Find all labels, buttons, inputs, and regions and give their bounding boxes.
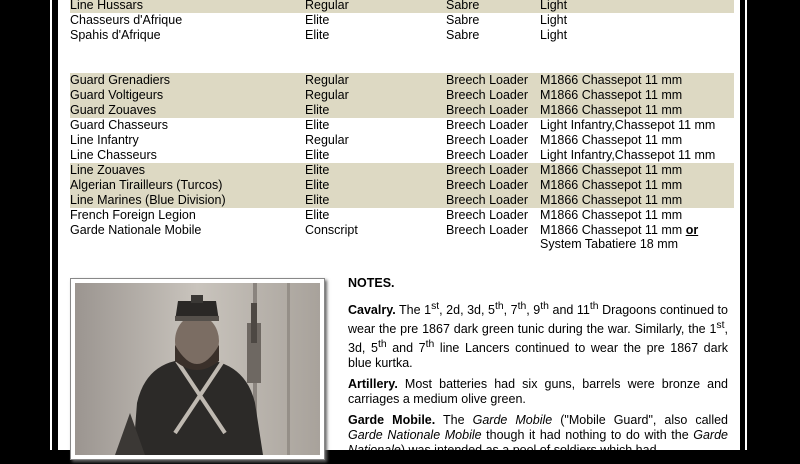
sup-th: th (517, 301, 527, 312)
weapon-cell: Sabre (446, 0, 480, 12)
cavalry-text: , 3d, 5 (348, 322, 728, 356)
notes-cell: M1866 Chassepot 11 mm (540, 178, 683, 192)
garde-text: though it had nothing to do with the (481, 428, 694, 443)
cavalry-text: , 9 (526, 303, 541, 318)
unit-cell: Line Infantry (70, 133, 139, 147)
unit-cell: Chasseurs d'Afrique (70, 13, 183, 27)
garde-italic: Garde Nationale (348, 428, 728, 458)
unit-cell: French Foreign Legion (70, 208, 196, 222)
cavalry-text: , 2d, 3d, 5 (439, 303, 495, 318)
notes-cell: M1866 Chassepot 11 mm (540, 88, 683, 102)
notes-artillery (348, 377, 728, 407)
soldier-photo-image (75, 283, 320, 455)
garde-label: Garde Mobile. (348, 413, 436, 428)
unit-cell: Guard Voltigeurs (70, 88, 164, 102)
garde-italic: Garde Mobile (472, 413, 553, 428)
weapon-cell: Breech Loader (446, 73, 529, 87)
weapon-cell: Breech Loader (446, 223, 529, 237)
sup-st: st (431, 301, 440, 312)
notes-cell: Light (540, 28, 568, 42)
notes-cell: M1866 Chassepot 11 mm (540, 103, 683, 117)
notes-cell: Light Infantry,Chassepot 11 mm (540, 118, 716, 132)
weapon-cell: Sabre (446, 13, 480, 27)
page-border-right (745, 0, 747, 450)
table-row (70, 118, 734, 133)
grade-cell: Conscript (305, 223, 358, 237)
garde-italic: Garde Nationale Mobile (348, 428, 482, 443)
unit-cell: Line Chasseurs (70, 148, 157, 162)
notes-heading: NOTES. (348, 276, 395, 290)
garde-extra-weapon: System Tabatiere 18 mm (540, 237, 679, 251)
grade-cell: Elite (305, 28, 330, 42)
unit-cell: Algerian Tirailleurs (Turcos) (70, 178, 223, 192)
sup-st: st (716, 320, 725, 332)
table-row (70, 88, 734, 103)
artillery-label: Artillery. (348, 377, 398, 392)
weapon-cell: Breech Loader (446, 178, 529, 192)
table-row (70, 148, 734, 163)
cavalry-text: Dragoons continued to wear the pre 1867 dark green tunic during the war. Similarly, the 1 (348, 303, 728, 337)
cavalry-label: Cavalry. (348, 303, 396, 318)
notes-section (348, 276, 728, 464)
grade-cell: Regular (305, 88, 349, 102)
grade-cell: Regular (305, 0, 349, 12)
notes-cell: Light (540, 0, 568, 12)
notes-garde-mobile (348, 413, 728, 458)
unit-cell: Guard Chasseurs (70, 118, 168, 132)
notes-cell: M1866 Chassepot 11 mm (540, 208, 683, 222)
weapon-cell: Breech Loader (446, 148, 529, 162)
notes-cell: Light (540, 13, 568, 27)
grade-cell: Elite (305, 103, 330, 117)
cavalry-text: and 7 (386, 341, 426, 356)
notes-cell: Light Infantry,Chassepot 11 mm (540, 148, 716, 162)
weapon-cell: Breech Loader (446, 193, 529, 207)
notes-cell: M1866 Chassepot 11 mm (540, 73, 683, 87)
sup-th: th (494, 301, 504, 312)
weapon-cell: Breech Loader (446, 208, 529, 222)
cavalry-text: line Lancers continued to wear the pre 1867 dark blue kurtka. (348, 341, 728, 371)
table-row (70, 223, 734, 238)
unit-cell: Spahis d'Afrique (70, 28, 161, 42)
table-row (70, 208, 734, 223)
or-text: or (685, 223, 699, 237)
table-row (70, 193, 734, 208)
weapon-cell: Breech Loader (446, 118, 529, 132)
garde-text: ("Mobile Guard", also called (552, 413, 729, 428)
table-row (70, 0, 734, 13)
unit-cell: Guard Zouaves (70, 103, 157, 117)
cavalry-text: and 11 (548, 303, 590, 318)
notes-cell: M1866 Chassepot 11 mm (540, 193, 683, 207)
table-row (70, 133, 734, 148)
table-row (70, 103, 734, 118)
sup-th: th (425, 339, 435, 351)
notes-cell: M1866 Chassepot 11 mm or (540, 223, 699, 237)
artillery-text: Most batteries had six guns, barrels were bronze and carriages a medium olive green. (348, 377, 728, 407)
grade-cell: Elite (305, 13, 330, 27)
unit-cell: Line Hussars (70, 0, 143, 12)
cavalry-text: The 1 (399, 303, 432, 318)
unit-cell: Garde Nationale Mobile (70, 223, 202, 237)
weapon-cell: Breech Loader (446, 133, 529, 147)
unit-cell: Line Zouaves (70, 163, 146, 177)
grade-cell: Elite (305, 163, 330, 177)
weapon-cell: Breech Loader (446, 88, 529, 102)
sup-th: th (540, 301, 549, 312)
grade-cell: Elite (305, 178, 330, 192)
weapon-cell: Sabre (446, 28, 480, 42)
table-row (70, 73, 734, 88)
grade-cell: Elite (305, 208, 330, 222)
sup-th: th (589, 301, 599, 312)
soldier-photo (70, 278, 325, 460)
table-row (70, 178, 734, 193)
unit-cell: Line Marines (Blue Division) (70, 193, 226, 207)
garde-extra-row (70, 237, 734, 252)
grade-cell: Elite (305, 193, 330, 207)
table-row (70, 13, 734, 28)
unit-cell: Guard Grenadiers (70, 73, 171, 87)
garde-text: ) was intended as a pool of soldiers which had (400, 443, 657, 458)
weapon-cell: Breech Loader (446, 163, 529, 177)
notes-cell: M1866 Chassepot 11 mm (540, 133, 683, 147)
notes-cavalry (348, 299, 728, 371)
grade-cell: Elite (305, 118, 330, 132)
table-row (70, 163, 734, 178)
weapon-cell: Breech Loader (446, 103, 529, 117)
grade-cell: Elite (305, 148, 330, 162)
page-border-left (50, 0, 52, 450)
grade-cell: Regular (305, 73, 349, 87)
garde-text: The (443, 413, 473, 428)
notes-cell: M1866 Chassepot 11 mm (540, 163, 683, 177)
grade-cell: Regular (305, 133, 349, 147)
sup-th: th (377, 339, 387, 351)
table-row (70, 28, 734, 43)
document-page (58, 0, 740, 458)
cavalry-text: , 7 (503, 303, 518, 318)
